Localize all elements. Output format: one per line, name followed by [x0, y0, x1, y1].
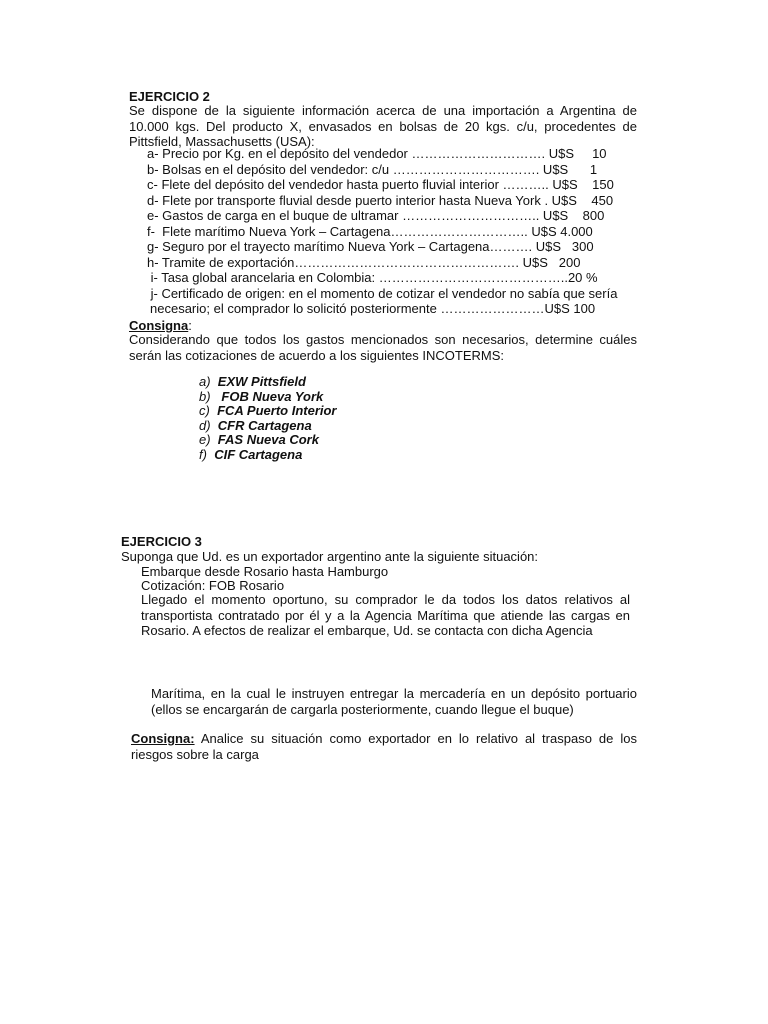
incoterm-letter: a)	[199, 374, 211, 389]
consigna-label: Consigna:	[131, 731, 195, 746]
incoterm-term: FCA Puerto Interior	[217, 403, 337, 418]
incoterm-letter: e)	[199, 432, 211, 447]
incoterm-item	[199, 375, 337, 390]
list-item: e- Gastos de carga en el buque de ultramar ………………………….. U$S 800	[147, 208, 605, 223]
ej3-consigna	[131, 731, 637, 762]
ej3-line-cotizacion: Cotización: FOB Rosario	[141, 578, 285, 593]
list-item: necesario; el comprador lo solicitó posteriormente ……………………U$S 100	[150, 301, 596, 316]
incoterms-list	[199, 375, 337, 462]
incoterm-term: EXW Pittsfield	[217, 374, 306, 389]
ej3-paragraph-2: Marítima, en la cual le instruyen entregar la mercadería en un depósito portuario (ellos se encargarán de cargarla posteriormente, cuando llegue el buque)	[151, 686, 637, 717]
list-item: a- Precio por Kg. en el depósito del vendedor …………………………. U$S 10	[147, 146, 607, 161]
list-item: c- Flete del depósito del vendedor hasta puerto fluvial interior ……….. U$S 150	[147, 177, 614, 192]
incoterm-item	[199, 433, 337, 448]
list-item: j- Certificado de origen: en el momento de cotizar el vendedor no sabía que sería	[147, 285, 618, 301]
consigna-text: Analice su situación como exportador en lo relativo al traspaso de los riesgos sobre la carga	[131, 731, 637, 762]
ej2-intro: Se dispone de la siguiente información acerca de una importación a Argentina de 10.000 kgs. Del producto X, envasados en bolsas de 20 kgs. c/u, procedentes de Pittsfield, Massachusetts (USA):	[129, 103, 637, 149]
consigna-label: Consigna	[129, 318, 189, 333]
consigna-colon: :	[188, 318, 192, 333]
incoterm-item	[199, 448, 337, 463]
incoterm-term: FAS Nueva Cork	[217, 432, 319, 447]
ej3-title: EJERCICIO 3	[121, 534, 202, 549]
list-item: b- Bolsas en el depósito del vendedor: c/u ……………………………. U$S 1	[147, 161, 598, 177]
ej3-line-embarque: Embarque desde Rosario hasta Hamburgo	[141, 564, 389, 579]
incoterm-letter: b)	[199, 388, 211, 404]
ej3-intro: Suponga que Ud. es un exportador argentino ante la siguiente situación:	[121, 549, 539, 564]
incoterm-term: CFR Cartagena	[217, 417, 312, 433]
ej3-paragraph-1: Llegado el momento oportuno, su comprador le da todos los datos relativos al transportista contratado por él y a la Agencia Marítima que atiende las cargas en Rosario. A efectos de realizar el embarque, Ud. se contacta con dicha Agencia	[141, 592, 630, 638]
incoterm-letter: f)	[199, 446, 207, 462]
list-item: g- Seguro por el trayecto marítimo Nueva York – Cartagena………. U$S 300	[147, 239, 594, 254]
ej2-item-list	[147, 146, 617, 317]
list-item: f- Flete marítimo Nueva York – Cartagena………………………….. U$S 4.000	[147, 223, 593, 239]
incoterm-term: FOB Nueva York	[217, 388, 324, 404]
incoterm-item	[199, 404, 337, 419]
list-item: i- Tasa global arancelaria en Colombia: ……………………………………..20 %	[147, 270, 598, 285]
incoterm-item	[199, 419, 337, 434]
list-item: h- Tramite de exportación……………………………………………. U$S 200	[147, 254, 581, 270]
ej2-consigna-text: Considerando que todos los gastos mencionados son necesarios, determine cuáles serán las cotizaciones de acuerdo a los siguientes INCOTERMS:	[129, 332, 637, 363]
incoterm-term: CIF Cartagena	[214, 446, 303, 462]
list-item: d- Flete por transporte fluvial desde puerto interior hasta Nueva York . U$S 450	[147, 192, 614, 208]
incoterm-letter: c)	[199, 403, 210, 418]
ej2-title: EJERCICIO 2	[129, 89, 210, 104]
incoterm-letter: d)	[199, 417, 211, 433]
incoterm-item	[199, 390, 337, 405]
